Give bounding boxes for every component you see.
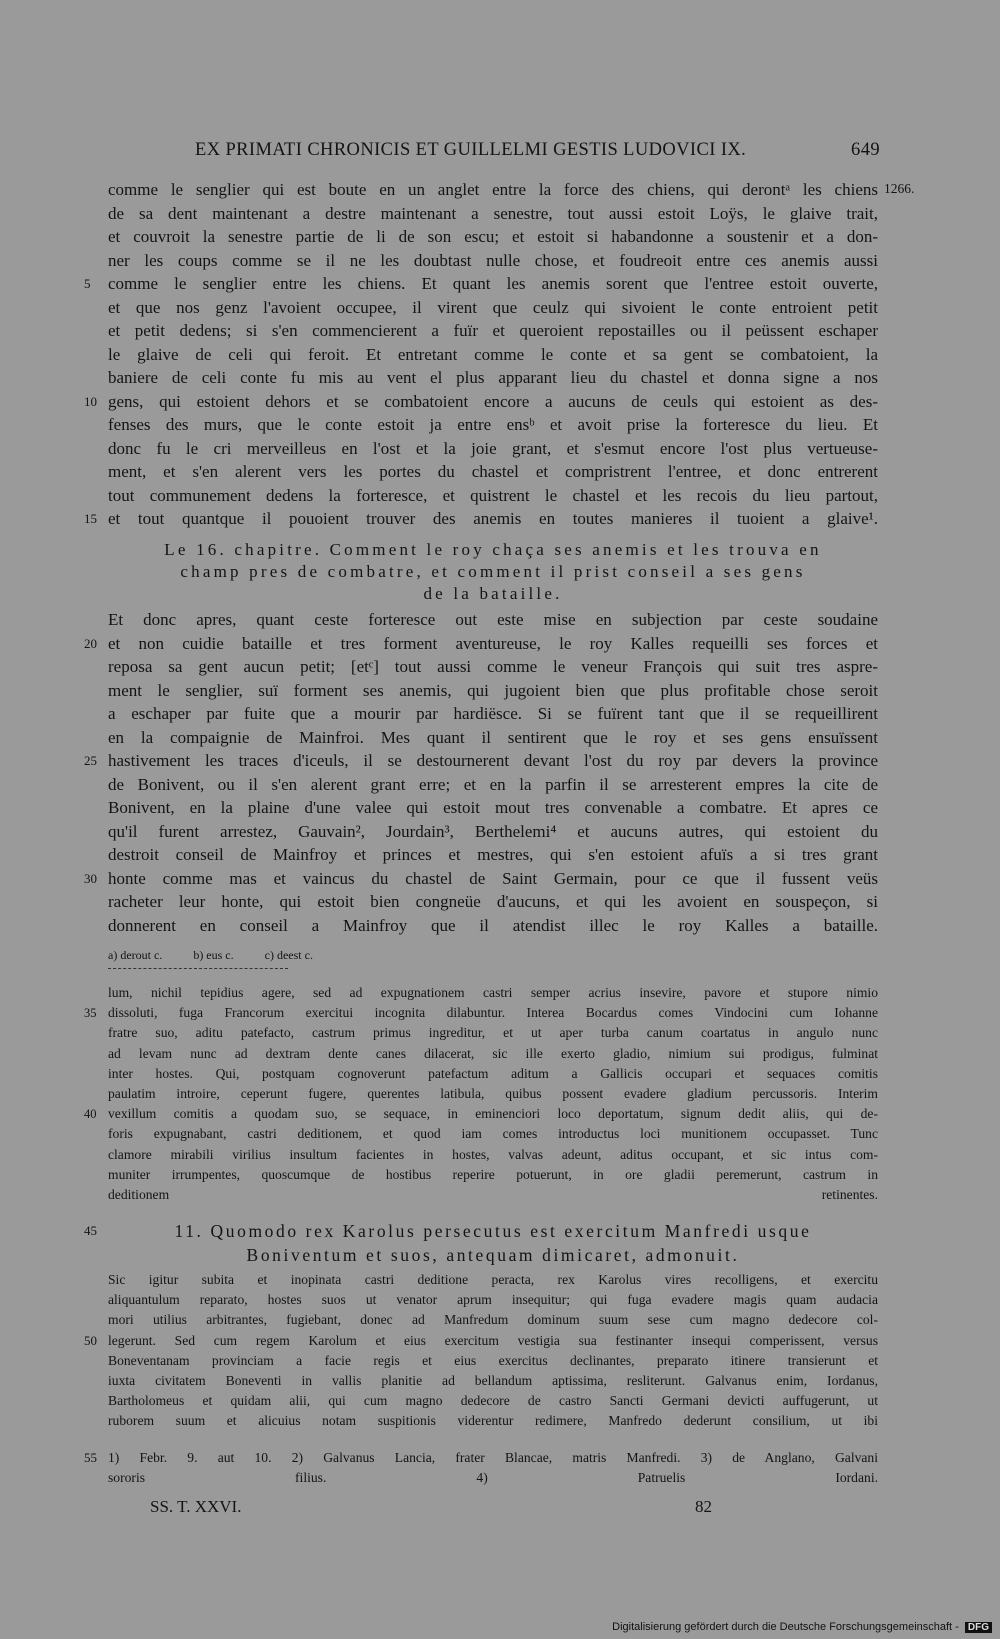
- separator-rule: [108, 968, 288, 969]
- line-text: deditionem retinentes.: [108, 1186, 878, 1202]
- text-line: [108, 343, 878, 367]
- text-line: [108, 1145, 878, 1165]
- text-line: [108, 773, 878, 797]
- text-line: [108, 249, 878, 273]
- line-number: 10: [84, 393, 97, 409]
- text-line: [108, 726, 878, 750]
- heading-line: champ pres de combatre, et comment il prist conseil a ses gens: [180, 562, 806, 581]
- line-text: fenses des murs, que le conte estoit ja entre ensᵇ et avoit prise la forteresce du lieu. Et: [108, 415, 878, 434]
- chapter-heading: [108, 539, 878, 605]
- french-text-block: [84, 178, 878, 531]
- line-text: ad levam nunc ad dextram dente canes dilacerat, sic ille exerto gladio, nimium sui prodigus, fulminat: [108, 1045, 878, 1061]
- text-line: [84, 749, 878, 773]
- text-line: [108, 319, 878, 343]
- variant-note: a) derout c.: [108, 948, 163, 962]
- line-text: et que nos genz l'avoient occupee, il virent que ceulz qui sivoient le conte entroient petit: [108, 297, 878, 317]
- text-line: [108, 914, 878, 938]
- text-line: [108, 1044, 878, 1064]
- line-number: 40: [84, 1107, 97, 1122]
- line-text: paulatim introire, ceperunt fugere, querentes latibula, quibus possent evadere gladium percussoris. Interim: [108, 1085, 878, 1101]
- line-number: 45: [84, 1223, 97, 1238]
- text-line: [84, 1448, 878, 1468]
- line-text: et non cuidie bataille et tres forment aventureuse, le roy Kalles requeilli ses forces et: [108, 633, 878, 653]
- variant-note: b) eus c.: [193, 948, 234, 962]
- text-line: [108, 1371, 878, 1391]
- line-number: 55: [84, 1450, 97, 1465]
- text-line: [108, 484, 878, 508]
- text-line: [108, 1023, 878, 1043]
- page-number: 649: [851, 140, 880, 160]
- text-line: [84, 867, 878, 891]
- text-line: [108, 202, 878, 226]
- text-line: [108, 413, 878, 437]
- text-line: [84, 1003, 878, 1023]
- line-number: 15: [84, 511, 97, 526]
- line-text: tout communement dedens la forteresce, et quistrent le chastel et les recois du lieu partout,: [108, 485, 878, 505]
- line-text: comme le senglier qui est boute en un anglet entre la force des chiens, qui derontᵃ les chiens: [108, 180, 878, 199]
- line-text: donc fu le cri merveilleus en l'ost et la joie grant, et s'esmut encore l'ost plus vertueuse-: [108, 438, 878, 458]
- text-line: [108, 437, 878, 461]
- running-title: EX PRIMATI CHRONICIS ET GUILLELMI GESTIS LUDOVICI IX.: [195, 140, 747, 160]
- text-line: [84, 507, 878, 531]
- line-text: hastivement les traces d'iceuls, il se destournerent devant l'ost du roy par devers la province: [108, 751, 878, 770]
- line-number: 35: [84, 1006, 97, 1021]
- text-line: [108, 1310, 878, 1330]
- text-line: [108, 679, 878, 703]
- heading-line: Le 16. chapitre. Comment le roy chaça ses anemis et les trouva en: [164, 540, 822, 559]
- line-text: fratre suo, aditu patefacto, castrum primus ingreditur, et ut aper turba canum coartatus in angulo nunc: [108, 1025, 878, 1041]
- line-text: honte comme mas et vaincus du chastel de Saint Germain, pour ce que il fussent veüs: [108, 868, 878, 888]
- line-text: ner les coups comme se il ne les doubtast nulle chose, et foudreoit entre ces anemis aussi: [108, 250, 878, 270]
- line-text: legerunt. Sed cum regem Karolum et eius exercitum vestigia sua festinanter insequi comperissent, versus: [108, 1332, 878, 1348]
- line-text: aliquantulum reparato, hostes suos ut venator aprum insequitur; qui fuga evadere magis quam audacia: [108, 1292, 878, 1308]
- text-line: [108, 225, 878, 249]
- heading-line: de la bataille.: [423, 584, 563, 603]
- latin-text-block-2: [84, 1270, 878, 1432]
- text-line: [108, 1084, 878, 1104]
- text-line: [108, 843, 878, 867]
- line-text: racheter leur honte, qui estoit bien congneüe d'aucuns, et qui les avoient en souspeçon, si: [108, 892, 878, 911]
- line-number: 5: [84, 276, 91, 291]
- text-line: [108, 655, 878, 679]
- french-text-block-2: [84, 608, 878, 937]
- line-text: vexillum comitis a quodam suo, se sequace, in eminenciori loco deportatum, signum dedit aliis, qui de-: [108, 1106, 878, 1122]
- text-line: [108, 1290, 878, 1310]
- line-text: Et donc apres, quant ceste forteresce out este mise en subjection par ceste soudaine: [108, 610, 878, 629]
- line-text: et tout quantque il pouoient trouver des anemis en toutes manieres il tuoient a glaive¹.: [108, 509, 878, 528]
- margin-year: 1266.: [884, 181, 915, 196]
- line-text: inter hostes. Qui, postquam cognoverunt patefactum aditum a Gallicis occupari et sequaces comitis: [108, 1065, 878, 1081]
- text-line: [108, 178, 878, 202]
- line-text: Sic igitur subita et inopinata castri deditione peracta, rex Karolus vires recolligens, et exercitu: [108, 1272, 878, 1287]
- line-text: 1) Febr. 9. aut 10. 2) Galvanus Lancia, frater Blancae, matris Manfredi. 3) de Anglano, Galvani: [108, 1450, 878, 1465]
- line-text: ment, et s'en alerent vers les portes du chastel et compristrent l'entree, et donc entrerent: [108, 462, 878, 481]
- variant-note: c) deest c.: [264, 948, 313, 962]
- text-line: [108, 1468, 878, 1488]
- line-text: et petit dedens; si s'en commencierent a fuïr et queroient repostailles ou il peüssent eschaper: [108, 321, 878, 340]
- line-number: 50: [84, 1332, 97, 1348]
- line-text: Bartholomeus et quidam alii, qui cum magno dedecore de castro Sancti Germani devicti auffugerunt, ut: [108, 1393, 878, 1409]
- line-text: destroit conseil de Mainfroy et princes et mestres, qui s'en estoient afuïs a si tres grant: [108, 845, 878, 864]
- line-number: 25: [84, 753, 97, 768]
- heading-line: Boniventum et suos, antequam dimicaret, admonuit.: [246, 1245, 740, 1265]
- line-text: clamore mirabili virilius insultum facientes in hostes, valvas adeunt, aditus occupant, et sic intus com-: [108, 1146, 878, 1162]
- text-line: [108, 1270, 878, 1290]
- text-line: [108, 1185, 878, 1205]
- line-text: donnerent en conseil a Mainfroy que il atendist illec le roy Kalles a bataille.: [108, 915, 878, 935]
- line-text: mori utilius arbitrantes, fugiebant, donec ad Manfredum dominum suum sese cum magno dedecore col-: [108, 1312, 878, 1328]
- line-text: Bonivent, en la plaine d'une valee qui estoit mout tres convenable a combatre. Et apres ce: [108, 798, 878, 817]
- line-text: en la compaignie de Mainfroi. Mes quant il sentirent que le roy et ses gens ensuïssent: [108, 727, 878, 747]
- line-text: ruborem suum et alicuius notam suspitionis viderentur redimere, Manfredo dederunt consilium, ut ibi: [108, 1413, 878, 1429]
- text-line: [84, 272, 878, 296]
- credit-text: Digitalisierung gefördert durch die Deutsche Forschungsgemeinschaft: [612, 1621, 953, 1633]
- text-line: [108, 296, 878, 320]
- text-line: [108, 1165, 878, 1185]
- dfg-logo: DFG: [965, 1622, 992, 1633]
- signature-mark: SS. T. XXVI.: [150, 1497, 242, 1516]
- line-text: baniere de celi conte fu mis au vent el plus apparant lieu du chastel et donna signe a nos: [108, 368, 878, 387]
- line-text: gens, qui estoient dehors et se combatoient encore a aucuns de ceuls qui estoient as des-: [108, 391, 878, 411]
- line-text: lum, nichil tepidius agere, sed ad expugnationem castri semper acrius insevire, pavore et stupore nimio: [108, 985, 878, 1000]
- line-text: dissoluti, fuga Francorum exercitui incognita dilabuntur. Interea Bocardus comes Vindocini cum Iohanne: [108, 1005, 878, 1021]
- line-text: de Bonivent, ou il s'en alerent grant erre; et en la parfin il se arresterent empres la cite de: [108, 774, 878, 794]
- text-line: [108, 702, 878, 726]
- line-text: qu'il furent arrestez, Gauvain², Jourdain³, Berthelemi⁴ et aucuns autres, qui estoient du: [108, 821, 878, 841]
- text-line: [108, 1391, 878, 1411]
- french-variant-notes: [108, 948, 341, 963]
- line-text: sororis filius. 4) Patruelis Iordani.: [108, 1470, 878, 1485]
- text-line: [84, 632, 878, 656]
- line-text: comme le senglier entre les chiens. Et quant les anemis sorent que l'entree estoit ouverte,: [108, 274, 878, 293]
- text-line: [108, 608, 878, 632]
- text-line: [108, 983, 878, 1003]
- text-line: [108, 1064, 878, 1084]
- text-line: [108, 796, 878, 820]
- running-head: [100, 136, 880, 166]
- latin-text-block: [84, 983, 878, 1205]
- text-line: [108, 1124, 878, 1144]
- text-line: [84, 1104, 878, 1124]
- text-line: [108, 890, 878, 914]
- line-text: de sa dent maintenant a destre maintenant a senestre, tout aussi estoit Loÿs, le glaive trait,: [108, 203, 878, 223]
- line-text: iuxta civitatem Boneventi in vallis planitie ad bellandum aptissima, resliterunt. Galvanus enim, Iordanus,: [108, 1372, 878, 1388]
- sheet-number: 82: [695, 1497, 712, 1516]
- text-line: [108, 1351, 878, 1371]
- heading-line: 11. Quomodo rex Karolus persecutus est exercitum Manfredi usque: [174, 1221, 812, 1241]
- line-text: foris expugnabant, castri deditionem, et quod iam comes introductus loci munitionem occupasset. Tunc: [108, 1126, 878, 1142]
- line-text: muniter irrumpentes, quoscumque de hostibus reperire potuerunt, in ore gladii peremerunt, castrum in: [108, 1166, 878, 1182]
- text-line: [84, 390, 878, 414]
- credit-line: Digitalisierung gefördert durch die Deutsche Forschungsgemeinschaft - DFG: [612, 1621, 992, 1633]
- text-line: [108, 1411, 878, 1431]
- footnotes: [84, 1448, 878, 1488]
- line-number: 20: [84, 635, 97, 651]
- line-text: Boneventanam provinciam a facie regis et eius exercitus declinantes, preparato itinere transierunt et: [108, 1352, 878, 1368]
- line-text: a eschaper par fuite que a mourir par hardiësce. Si se fuïrent tant que il se requeillirent: [108, 704, 878, 723]
- line-text: et couvroit la senestre partie de li de son escu; et estoit si habandonne a soustenir et a don-: [108, 227, 878, 246]
- text-line: [84, 1331, 878, 1351]
- text-line: [108, 820, 878, 844]
- latin-chapter-heading: [84, 1219, 878, 1267]
- line-text: ment le senglier, suï forment ses anemis, qui jugoient bien que plus profitable chose seroit: [108, 680, 878, 700]
- line-text: le glaive de celi qui feroit. Et entretant comme le conte et sa gent se combatoient, la: [108, 344, 878, 364]
- line-text: reposa sa gent aucun petit; [etᶜ] tout aussi comme le veneur François qui suit tres aspre-: [108, 657, 878, 676]
- line-number: 30: [84, 870, 97, 886]
- text-line: [108, 460, 878, 484]
- text-line: [108, 366, 878, 390]
